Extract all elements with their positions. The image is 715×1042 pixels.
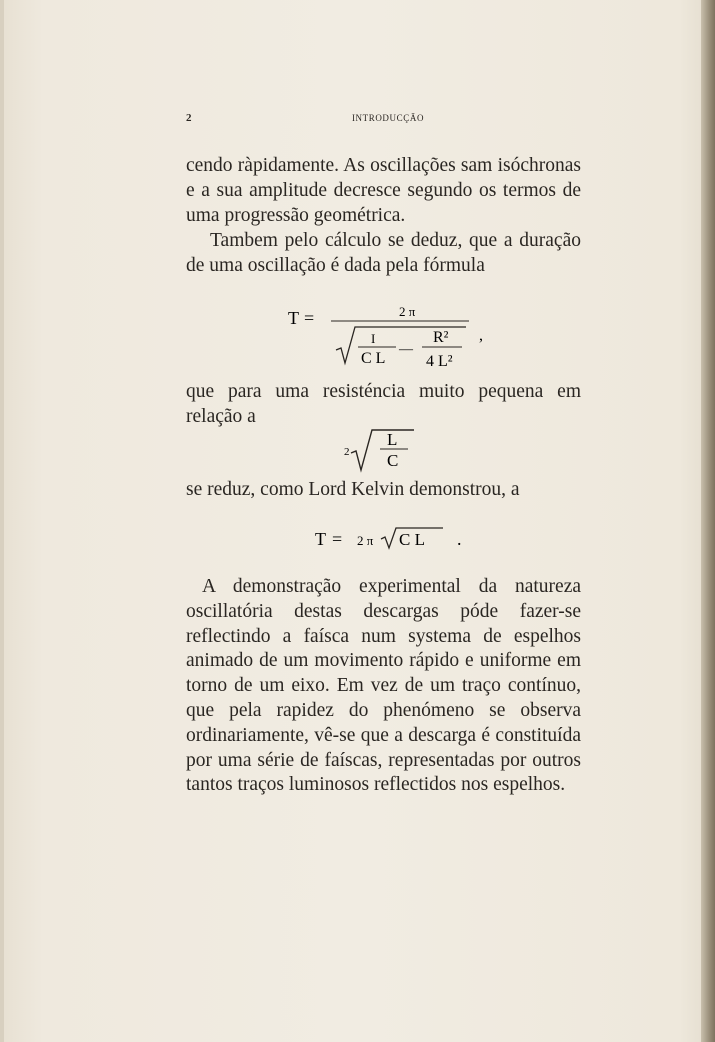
page-number: 2 — [186, 112, 192, 124]
formula-3-coefficient: 2 π — [357, 533, 374, 548]
formula-1-equals: = — [304, 308, 315, 328]
formula-3-graphic — [315, 527, 485, 553]
formula-1-numerator: 2 π — [399, 304, 416, 319]
running-title: INTRODUCÇÃO — [351, 113, 425, 123]
root-index: 2 — [344, 446, 350, 458]
formula-1-minus: — — [399, 342, 413, 357]
formula-3-lhs: T — [315, 529, 326, 549]
paragraph-5: A demonstração experimental da natureza oscillatória destas descargas póde fazer-se reflectindo a faísca num systema de espelhos animado de um movimento rápido e uniforme em torno de um eixo. Em vez de um traço contínuo, que pela rapidez do phenómeno se observa ordinariamente, vê-se que a descarga é constituída por uma série de faíscas, representadas por outros tantos traços luminosos reflectidos nos espelhos. — [186, 576, 581, 796]
fraction-numerator-l: L — [387, 430, 398, 449]
kelvin-formula — [315, 527, 485, 553]
formula-1-lhs: T — [288, 308, 299, 328]
page-header — [186, 112, 590, 128]
formula-3-trailing-period: . — [457, 529, 462, 549]
paragraph-3: que para uma resisténcia muito pequena em relação a — [186, 381, 581, 427]
paragraph-1: cendo ràpidamente. As oscillações sam isóchronas e a sua amplitude decresce segundo os termos de uma progressão geométrica. — [186, 155, 581, 226]
formula-3-radicand: C L — [399, 530, 425, 549]
term-1-denominator: C L — [361, 350, 386, 367]
term-2-denominator: 4 L² — [426, 353, 453, 370]
fraction-denominator-c: C — [387, 451, 399, 470]
term-1-numerator: I — [371, 331, 376, 346]
paragraph-4: se reduz, como Lord Kelvin demonstrou, a — [186, 479, 520, 500]
root-l-over-c — [342, 425, 422, 475]
book-spine-edge — [701, 0, 715, 1042]
formula-1-graphic — [286, 300, 486, 368]
oscillation-period-formula — [286, 300, 486, 368]
page-left-edge — [0, 0, 4, 1042]
radical-sign-2 — [351, 430, 414, 470]
formula-1-trailing-comma: , — [479, 327, 483, 344]
formula-2-graphic — [342, 425, 422, 475]
paragraph-2: Tambem pelo cálculo se deduz, que a duração de uma oscillação é dada pela fórmula — [186, 230, 581, 276]
formula-3-equals: = — [332, 529, 343, 549]
term-2-numerator: R² — [433, 329, 449, 346]
